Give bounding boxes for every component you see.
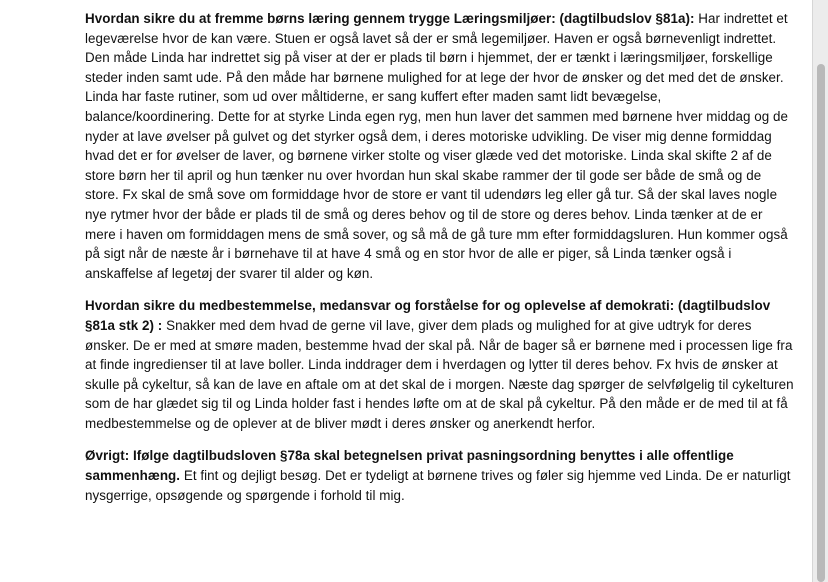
section-body: Snakker med dem hvad de gerne vil lave, giver dem plads og mulighed for at give udtryk for deres ønsker. De er med at smøre maden, bestemme hvad der skal på. Når de bager så er børnene med i processen lige fra at finde ingredienser til at lave boller. Linda inddrager dem i hverdagen og lytter til deres behov. Fx hvis de ønsker at skulle på cykeltur, så kan de lave en aftale om at det skal de i morgen. Næste dag spørger de selvfølgelig til cykelturen som de har glædet sig til og Linda holder fast i hendes løfte om at de skal på cykeltur. På den måde er de med til at få medbestemmelse og de oplever at de bliver mødt i deres ønsker og anerkendt herfor. [85, 317, 794, 431]
section-other [85, 446, 794, 505]
section-heading: Hvordan sikre du medbestemmelse, medansvar og forståelse for og oplevelse af demokrati: (dagtilbudslov §81a stk 2) : [85, 298, 771, 333]
vertical-scrollbar[interactable] [812, 0, 828, 582]
section-body: Et fint og dejligt besøg. Det er tydeligt at børnene trives og føler sig hjemme ved Linda. De er naturligt nysgerrige, opsøgende og spørgende i forhold til mig. [85, 468, 791, 503]
section-body: Har indrettet et legeværelse hvor de kan være. Stuen er også lavet så der er små legemiljøer. Haven er også børnevenligt indrettet. Den måde Linda har indrettet sig på viser at der er plads til børn i hjemmet, der er tænkt i læringsmiljøer, forskellige steder inden samt ude. På den måde har børnene mulighed for at lege der hvor de ønsker og det med det de ønsker. Linda har faste rutiner, som ud over måltiderne, er sang kuffert efter maden samt lidt bevægelse, balance/koordinering. Dette for at styrke Linda egen ryg, men hun laver det sammen med børnene hver middag og de nyder at lave øvelser på gulvet og det styrker også dem, i deres motoriske udvikling. De viser mig denne formiddag hvad det er for øvelser de laver, og børnene virker stolte og viser glæde ved det motoriske. Linda skal skifte 2 af de store børn her til april og hun tænker nu over hvordan hun skal skabe rammer der til gode ser både de små og de store. Fx skal de små sove om formiddage hvor de store er vant til udendørs leg eller gå tur. Så der skal laves nogle nye rytmer hvor der både er plads til de små og deres behov og til de store og deres behov. Linda tænker at de er mere i haven om formiddagen mens de små sover, og så må de gå ture mm efter formiddagsluren. Hun kommer også på sigt når de næste år i børnehave til at have 4 små og en stor hvor de alle er piger, så Linda tænker også i anskaffelse af legetøj der svarer til alder og køn. [85, 11, 789, 281]
scrollbar-thumb[interactable] [817, 64, 825, 582]
section-heading: Øvrigt: Ifølge dagtilbudsloven §78a skal betegnelsen privat pasningsordning benyttes i alle offentlige sammenhæng. [85, 448, 734, 484]
section-heading: Hvordan sikre du at fremme børns læring gennem trygge Læringsmiljøer: (dagtilbudslov §81a): [85, 11, 695, 26]
section-co-determination [85, 296, 794, 433]
section-learning-environments [85, 9, 794, 283]
